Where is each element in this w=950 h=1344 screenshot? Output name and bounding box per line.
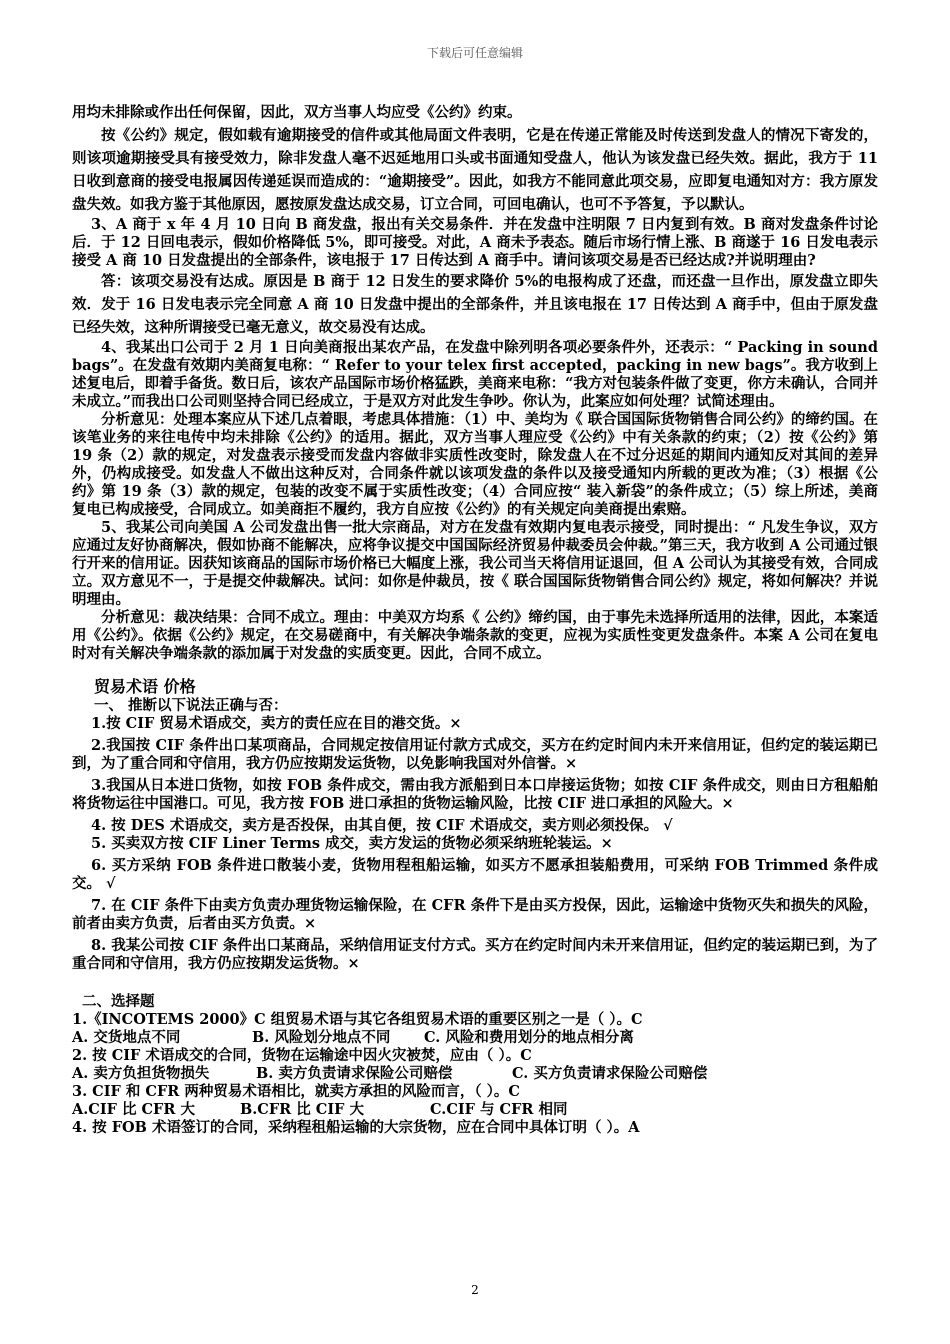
mc-question-text: 1.《INCOTEMS 2000》C 组贸易术语与其它各组贸易术语的重要区别之一是（ ）。C bbox=[72, 1011, 643, 1028]
mc-option-b: B. 风险划分地点不同 bbox=[252, 1029, 391, 1046]
mc-question-4: 4. 按 FOB 术语签订的合同，采纳程租船运输的大宗货物，应在合同中具体订明（ ）。A bbox=[72, 1119, 640, 1136]
section-title: 贸易术语 价格 bbox=[94, 677, 196, 696]
mc-question-text: 2. 按 CIF 术语成交的合同，货物在运输途中因火灾被焚，应由（ ）。C bbox=[72, 1047, 532, 1064]
mc-question-1 bbox=[72, 1011, 878, 1047]
mc-options bbox=[72, 1101, 878, 1119]
mc-option-a: A. 卖方负担货物损失 bbox=[72, 1065, 210, 1082]
case-answer-3: 答：该项交易没有达成。原因是 B 商于 12 日发生的要求降价 5%的电报构成了还盘，而还盘一旦作出，原发盘立即失效．发于 16 日发电表示完全同意 A 商 10 日发盘中提出的全部条件，并且该电报在 17 日传达到 A 商手中，但由于原发盘已经失效，这种所谓接受已毫无意义，故交易没有达成。 bbox=[72, 273, 878, 336]
tf-item: 6. 买方采纳 FOB 条件进口散装小麦，货物用程租船运输，如买方不愿承担装船费用，可采纳 FOB Trimmed 条件成交。 √ bbox=[72, 857, 878, 892]
mc-question-2 bbox=[72, 1047, 878, 1083]
mc-option-b: B.CFR 比 CIF 大 bbox=[240, 1101, 364, 1118]
mc-options bbox=[72, 1029, 878, 1047]
tf-item: 2.我国按 CIF 条件出口某项商品，合同规定按信用证付款方式成交，买方在约定时间内未开来信用证，但约定的装运期已到，为了重合同和守信用，我方仍应按期发运货物，以免影响我国对外信誉。× bbox=[72, 737, 878, 772]
part-title-true-false: 一、 推断以下说法正确与否： bbox=[94, 697, 288, 714]
tf-item: 7. 在 CIF 条件下由卖方负责办理货物运输保险，在 CFR 条件下是由买方投保，因此，运输途中货物灭失和损失的风险，前者由卖方负责，后者由买方负责。× bbox=[72, 897, 878, 932]
part-title-choice: 二、选择题 bbox=[82, 993, 155, 1010]
mc-option-b: B. 卖方负责请求保险公司赔偿 bbox=[256, 1065, 453, 1082]
case-answer-4: 分析意见：处理本案应从下述几点着眼，考虑具体措施：（1）中、美均为《 联合国国际货物销售合同公约》的缔约国。在该笔业务的来往电传中均未排除《公约》的适用。据此，双方当事人理应受《公约》中有关条款的约束；（2）按《公约》第 19 条（2）款的规定，对发盘表示接受而发盘内容做非实质性改变时，除发盘人在不过分迟延的期间内通知反对其间的差异外，仍构成接受。如发盘人不做出这种反对，合同条件就以该项发盘的条件以及接受通知内所载的更改为准；（3）根据《公约》第 19 条（3）款的规定，包装的改变不属于实质性改变；（4）合同应按“ 装入新袋”的条件成立；（5）综上所述，美商复电已构成接受，合同成立。如美商拒不履约，我方自应按《公约》的有关规定向美商提出索赔。 bbox=[72, 411, 878, 518]
mc-option-a: A. 交货地点不同 bbox=[72, 1029, 181, 1046]
mc-question-text: 3. CIF 和 CFR 两种贸易术语相比，就卖方承担的风险而言，（ ）。C bbox=[72, 1083, 520, 1100]
mc-option-a: A.CIF 比 CFR 大 bbox=[72, 1101, 195, 1118]
mc-option-c: C. 风险和费用划分的地点相分离 bbox=[424, 1029, 634, 1046]
mc-option-c: C. 买方负责请求保险公司赔偿 bbox=[512, 1065, 708, 1082]
mc-question-3 bbox=[72, 1083, 878, 1119]
case-question-4: 4、我某出口公司于 2 月 1 日向美商报出某农产品，在发盘中除列明各项必要条件外，还表示：“ Packing in sound bags”。在发盘有效期内美商复电称：“ Refer to your telex first accepted，packing in new bags”。我方收到上述复电后，即着手备货。数日后，该农产品国际市场价格猛跌，美商来电称：“我方对包装条件做了变更，你方未确认，合同并未成立。”而我出口公司则坚持合同已经成立，于是双方对此发生争吵。你认为，此案应如何处理？试简述理由。 bbox=[72, 339, 878, 410]
page-header: 下载后可任意编辑 bbox=[426, 46, 523, 60]
tf-item: 4. 按 DES 术语成交，卖方是否投保，由其自便，按 CIF 术语成交，卖方则必须投保。 √ bbox=[91, 817, 673, 834]
paragraph: 用均未排除或作出任何保留，因此，双方当事人均应受《公约》约束。 bbox=[72, 104, 522, 121]
tf-item: 8. 我某公司按 CIF 条件出口某商品，采纳信用证支付方式。买方在约定时间内未开来信用证，但约定的装运期已到，为了重合同和守信用，我方仍应按期发运货物。× bbox=[72, 937, 878, 972]
tf-item: 5. 买卖双方按 CIF Liner Terms 成交，卖方发运的货物必须采纳班轮装运。× bbox=[91, 835, 613, 852]
mc-option-c: C.CIF 与 CFR 相同 bbox=[430, 1101, 568, 1118]
case-question-5: 5、我某公司向美国 A 公司发盘出售一批大宗商品，对方在发盘有效期内复电表示接受，同时提出：“ 凡发生争议，双方应通过友好协商解决，假如协商不能解决，应将争议提交中国国际经济贸易仲裁委员会仲裁。”第三天，我方收到 A 公司通过银行开来的信用证。因获知该商品的国际市场价格已大幅度上涨，我公司当天将信用证退回，但 A 公司认为其接受有效，合同成立。双方意见不一，于是提交仲裁解决。试问：如你是仲裁员，按《 联合国国际货物销售合同公约》规定，将如何解决？并说明理由。 bbox=[72, 519, 878, 608]
page-number: 2 bbox=[471, 1283, 479, 1297]
document-body bbox=[72, 101, 878, 1137]
paragraph: 按《公约》规定，假如载有逾期接受的信件或其他局面文件表明，它是在传递正常能及时传送到发盘人的情况下寄发的，则该项逾期接受具有接受效力，除非发盘人毫不迟延地用口头或书面通知受盘人，他认为该发盘已经失效。据此，我方于 11 日收到意商的接受电报属因传递延误而造成的：“逾期接受”。因此，如我方不能同意此项交易，应即复电通知对方：我方原发盘失效。如我方鉴于其他原因，愿按原发盘达成交易，订立合同，可回电确认，也可不予答复，予以默认。 bbox=[72, 127, 878, 213]
case-question-3: 3、A 商于 x 年 4 月 10 日向 B 商发盘，报出有关交易条件．并在发盘中注明限 7 日内复到有效。B 商对发盘条件讨论后．于 12 日回电表示，假如价格降低 5%，即可接受。对此，A 商未予表态。随后市场行情上涨、B 商遂于 16 日发电表示接受 A 商 10 日发盘提出的全部条件，该电报于 17 日传达到 A 商手中。请问该项交易是否已经达成?并说明理由? bbox=[72, 216, 878, 269]
mc-options bbox=[72, 1065, 878, 1083]
tf-item: 3.我国从日本进口货物，如按 FOB 条件成交，需由我方派船到日本口岸接运货物；如按 CIF 条件成交，则由日方租船舶将货物运往中国港口。可见，我方按 FOB 进口承担的货物运输风险，比按 CIF 进口承担的风险大。× bbox=[72, 777, 878, 812]
tf-item: 1.按 CIF 贸易术语成交，卖方的责任应在目的港交货。× bbox=[91, 715, 462, 732]
case-answer-5: 分析意见：裁决结果：合同不成立。理由：中美双方均系《 公约》缔约国，由于事先未选择所适用的法律，因此，本案适用《公约》。依据《公约》规定，在交易磋商中，有关解决争端条款的变更，应视为实质性变更发盘条件。本案 A 公司在复电时对有关解决争端条款的添加属于对发盘的实质变更。因此，合同不成立。 bbox=[72, 609, 878, 662]
